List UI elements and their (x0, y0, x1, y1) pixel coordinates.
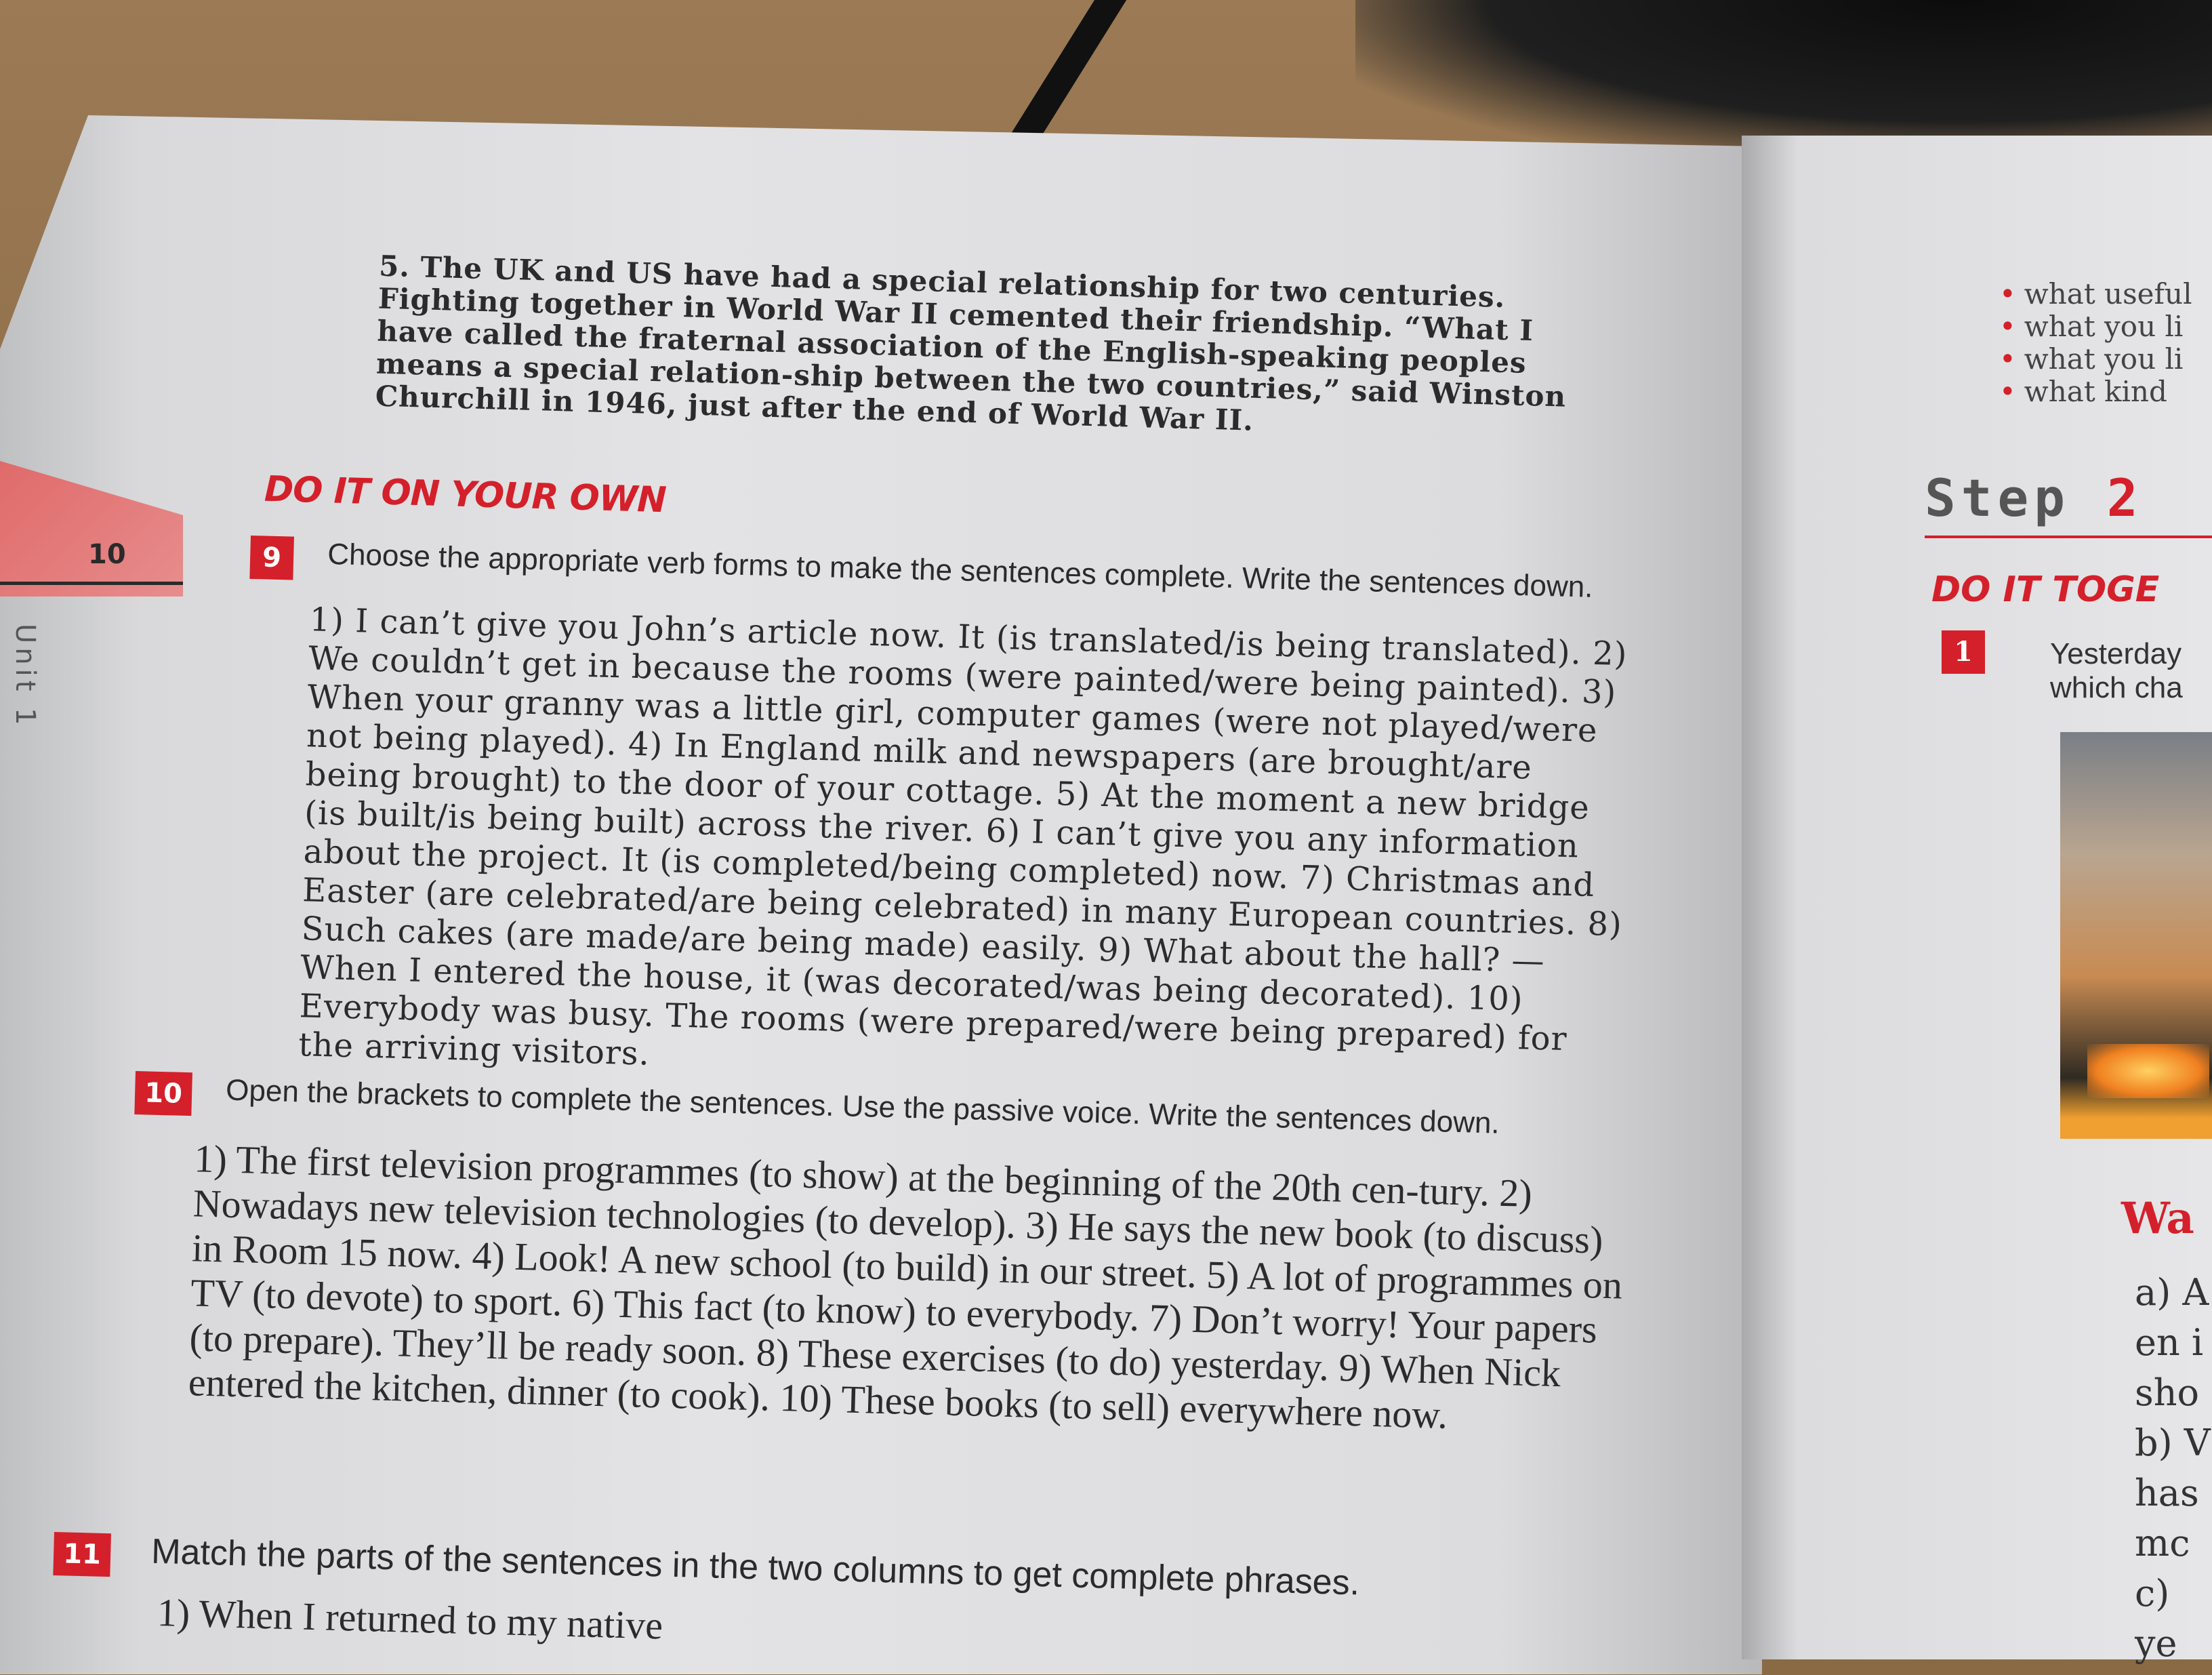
instruction-line: Yesterday (2050, 637, 2182, 670)
step-underline (1925, 536, 2212, 538)
section-heading: DO IT ON YOUR OWN (264, 468, 667, 521)
right-section-heading: DO IT TOGE (1931, 569, 2160, 610)
text-line: a) A (2135, 1271, 2209, 1314)
exercise-items: 1) I can’t give you John’s article now. It (is translated/is being translated). 2) We couldn’t get in because the rooms (were painted/were being painted). 3) When your granny was a little girl, computer games (were not played/were not being played). 4) In England milk and newspapers (are brought/are being brought) to the door of your cottage. 5) At the moment a new bridge (is built/is being built) across the river. 6) I can’t give you any information about the project. It (is completed/being completed) now. 7) Christmas and Easter (are celebrated/are being celebrated) in many European countries. 8) Such cakes (are made/are being made) easily. 9) What about the hall? — When I entered the house, it (was decorated/was being decorated). 10) Everybody was busy. The rooms (were prepared/were being prepared) for the arriving visitors. (298, 601, 1629, 1073)
step-number: 2 (2106, 468, 2144, 528)
festival-photo (2060, 732, 2212, 1139)
text-line: mc (2135, 1522, 2190, 1565)
exercise-9 (237, 536, 1660, 1099)
step-label: Step (1925, 468, 2071, 528)
text-line: sho (2135, 1371, 2200, 1414)
text-line: en i (2135, 1321, 2204, 1364)
exercise-number-badge: 11 (53, 1532, 111, 1577)
fire-image (2087, 1044, 2209, 1098)
bullet-item: • what useful (1999, 277, 2192, 310)
exercise-items: 1) When I returned to my native (157, 1590, 663, 1648)
right-page-lines (2135, 1268, 2211, 1669)
instruction-line: which cha (2050, 671, 2183, 704)
right-subheading: Wa (2121, 1193, 2194, 1244)
paragraph-5: 5. The UK and US have had a special relationship for two centuries. Fighting together in World War II cemented their friendship. “What I have called the fraternal association of the English-speaking peoples means a special relation-ship between the two countries,” said Winston Churchill in 1946, just after the end of World War II. (375, 249, 1567, 437)
bullet-item: • what you li (1999, 310, 2184, 343)
page-number: 10 (88, 539, 126, 570)
right-exercise-1 (1942, 630, 1985, 674)
step-heading (1925, 468, 2144, 528)
bullet-item: • what you li (1999, 342, 2184, 376)
exercise-number-badge: 10 (134, 1071, 192, 1116)
text-line: c) (2135, 1572, 2170, 1615)
exercise-number-badge: 9 (249, 536, 294, 580)
unit-label: Unit 1 (9, 624, 41, 729)
tab-divider (0, 582, 183, 585)
exercise-10 (127, 1071, 1694, 1444)
exercise-instruction: Open the brackets to complete the sentences. Use the passive voice. Write the sentences down. (225, 1073, 1500, 1140)
exercise-instruction: Match the parts of the sentences in the two columns to get complete phrases. (150, 1531, 1360, 1603)
bullet-item: • what kind (1999, 375, 2167, 408)
bullet-list (1999, 278, 2192, 408)
text-line: ye (2135, 1622, 2177, 1665)
text-line: b) V (2135, 1421, 2211, 1464)
dark-object (1355, 0, 2212, 156)
right-exercise-instruction (2050, 637, 2183, 705)
exercise-number-badge: 1 (1942, 630, 1985, 674)
text-line: has (2135, 1472, 2199, 1514)
exercise-instruction: Choose the appropriate verb forms to make the sentences complete. Write the sentences down. (327, 537, 1594, 604)
exercise-items: 1) The first television programmes (to show) at the beginning of the 20th cen-tury. 2) Nowadays new television technologies (to develop). 3) He says the new book (to discuss) in Room 15 now. 4) Look! A new school (to build) in our street. 5) A lot of programmes on TV (to devote) to sport. 6) This fact (to know) to everybody. 7) Don’t worry! Your papers (to prepare). They’ll be ready soon. 8) These exercises (to do) yesterday. 9) When Nick entered the kitchen, dinner (to cook). 10) These books (to sell) everywhere now. (188, 1136, 1623, 1437)
